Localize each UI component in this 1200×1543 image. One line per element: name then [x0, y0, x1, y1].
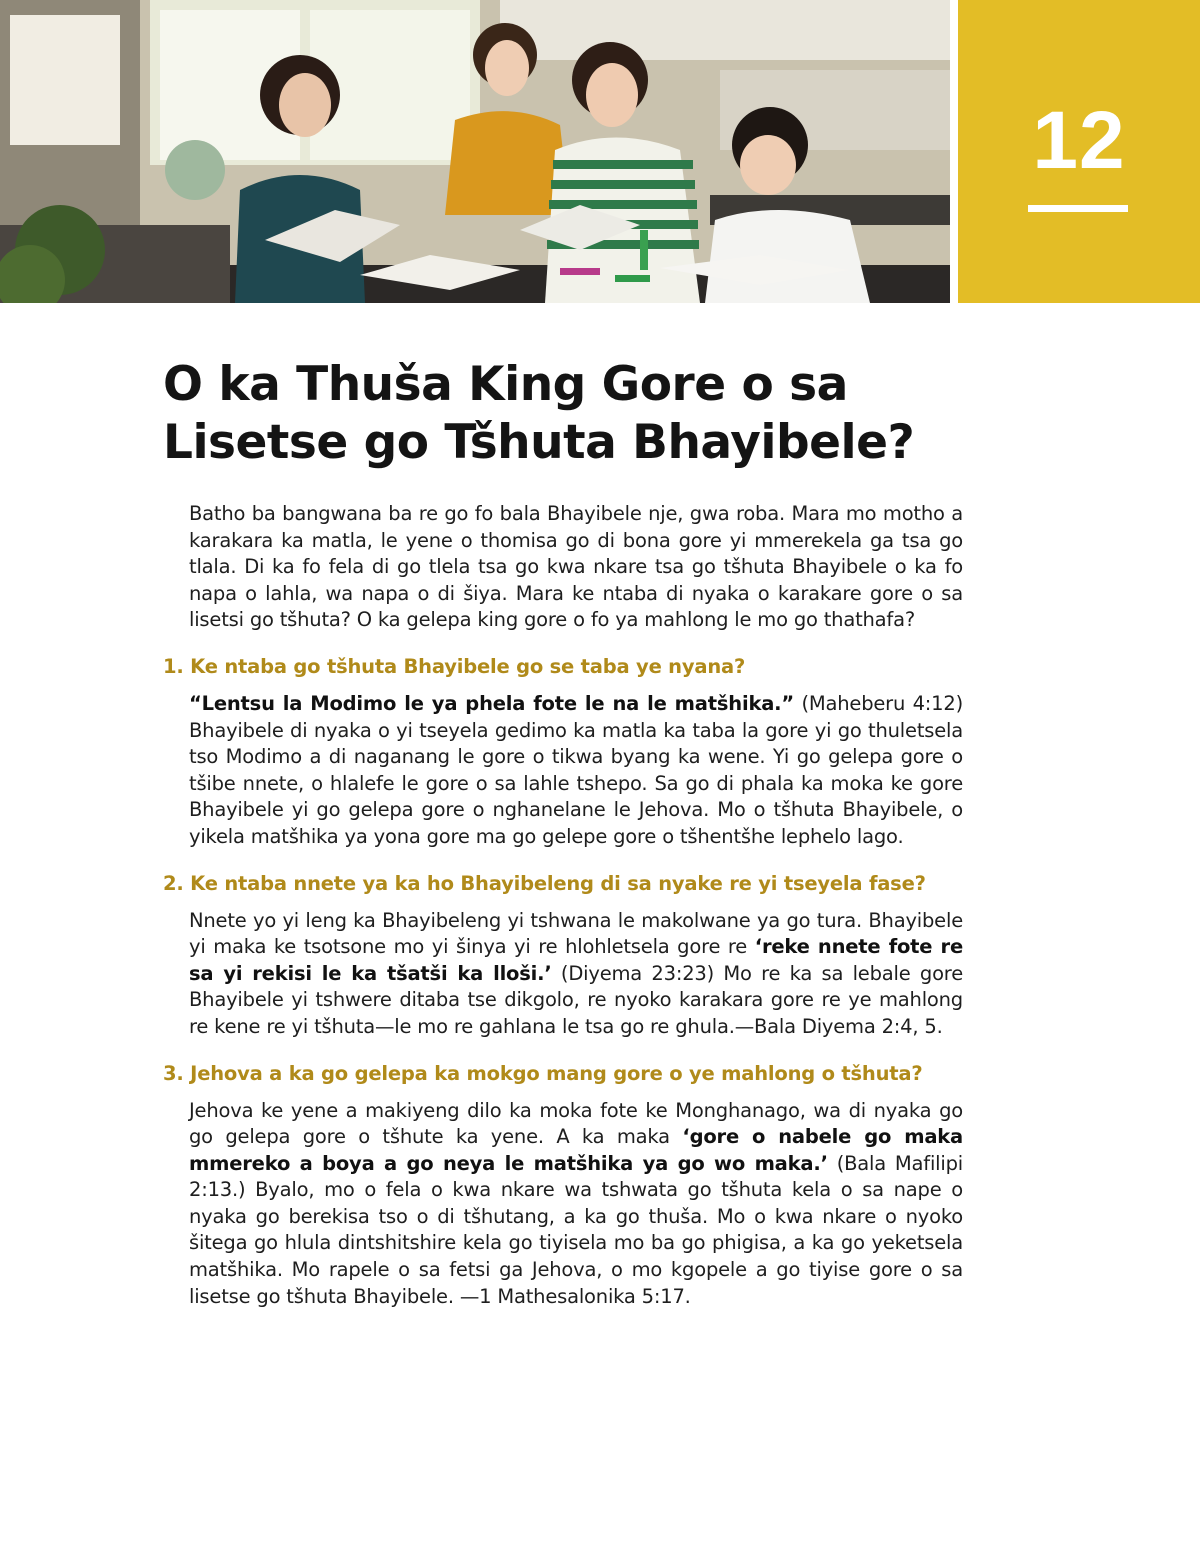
answer-3-text: (Bala Mafilipi 2:13.) Byalo, mo o fela o kwa nkare wa tshwata go tšhuta kela o sa nape o nyaka go berekisa tso o di tšhutang, a ka go thuša. Mo o kwa nkare o nyoko šitega go hlula dintshitshire kela go tiyisela mo ba go phigisa, a ka go yeketsela matšhika. Mo rapele o sa fetsi ga Jehova, o mo kgopele a go tiyise gore o sa lisetse go tšhuta Bhayibele. —1 Mathesalonika 5:17. [189, 1151, 964, 1308]
lesson-title [163, 356, 983, 472]
family-bible-study-photo [0, 0, 950, 303]
question-1: 1. Ke ntaba go tšhuta Bhayibele go se taba ye nyana? [163, 654, 746, 678]
answer-3-lead: Jehova ke yene a makiyeng dilo ka moka fote ke Monghanago, wa di nyaka go go gelepa gore o tšhute ka yene. A ka maka [189, 1098, 963, 1149]
answer-2-text: (Diyema 23:23) Mo re ka sa lebale gore Bhayibele yi tshwere ditaba tse dikgolo, re nyoko karakara gore re ye mahlong re kene re yi tšhuta—le mo re gahlana le tsa go re ghula.—Bala Diyema 2:4, 5. [189, 961, 963, 1038]
intro-paragraph: Batho ba bangwana ba re go fo bala Bhayibele nje, gwa roba. Mara mo motho a karakara ka matla, le yene o thomisa go di bona gore yi mmerekela ga tsa go tlala. Di ka fo fela di go tlela tsa go kwa nkare tsa go tšhuta Bhayibele o ka fo napa o lahla, wa napa o di šiya. Mara ke ntaba di nyaka o karakare gore o sa lisetsi go tšhuta? O ka gelepa king gore o fo ya mahlong le mo go thathafa? [189, 502, 963, 632]
answer-1 [189, 691, 963, 851]
answer-2-quote: ‘reke nnete fote re sa yi rekisi le ka tšatši ka lloši.’ [189, 935, 963, 985]
lesson-number: 12 [1032, 95, 1126, 186]
answer-2-lead: Nnete yo yi leng ka Bhayibeleng yi tshwana le makolwane ya go tura. Bhayibele yi maka ke tsotsone mo yi šinya yi re hlohletsela gore re [189, 908, 963, 959]
lesson-number-panel [958, 0, 1200, 303]
lesson-number-underline [1028, 205, 1128, 212]
answer-2 [189, 908, 963, 1041]
question-3: 3. Jehova a ka go gelepa ka mokgo mang gore o ye mahlong o tšhuta? [163, 1061, 923, 1085]
answer-1-text: (Maheberu 4:12) Bhayibele di nyaka o yi tseyela gedimo ka matla ka taba la gore yi go thuletsela tso Modimo a di naganang le gore o tikwa byang ka wene. Yi go gelepa gore o tšibe nnete, o hlalefe le gore o sa lahle tshepo. Sa go di phala ka moka ke gore Bhayibele yi go gelepa gore o nghanelane le Jehova. Mo o tšhuta Bhayibele, o yikela matšhika ya yona gore ma go gelepe gore o tšhentšhe lephelo lago. [189, 691, 963, 848]
lesson-title-line-2: Lisetse go Tšhuta Bhayibele? [163, 415, 915, 470]
answer-1-quote: “Lentsu la Modimo le ya phela fote le na le matšhika.” [189, 691, 795, 715]
answer-3-quote: ‘gore o nabele go maka mmereko a boya a go neya le matšhika ya go wo maka.’ [189, 1125, 964, 1175]
question-2: 2. Ke ntaba nnete ya ka ho Bhayibeleng di sa nyake re yi tseyela fase? [163, 871, 926, 895]
answer-3 [189, 1098, 963, 1311]
lesson-body [163, 501, 963, 1310]
lesson-title-line-1: O ka Thuša King Gore o sa [163, 357, 848, 412]
photo-illustration [0, 0, 950, 303]
